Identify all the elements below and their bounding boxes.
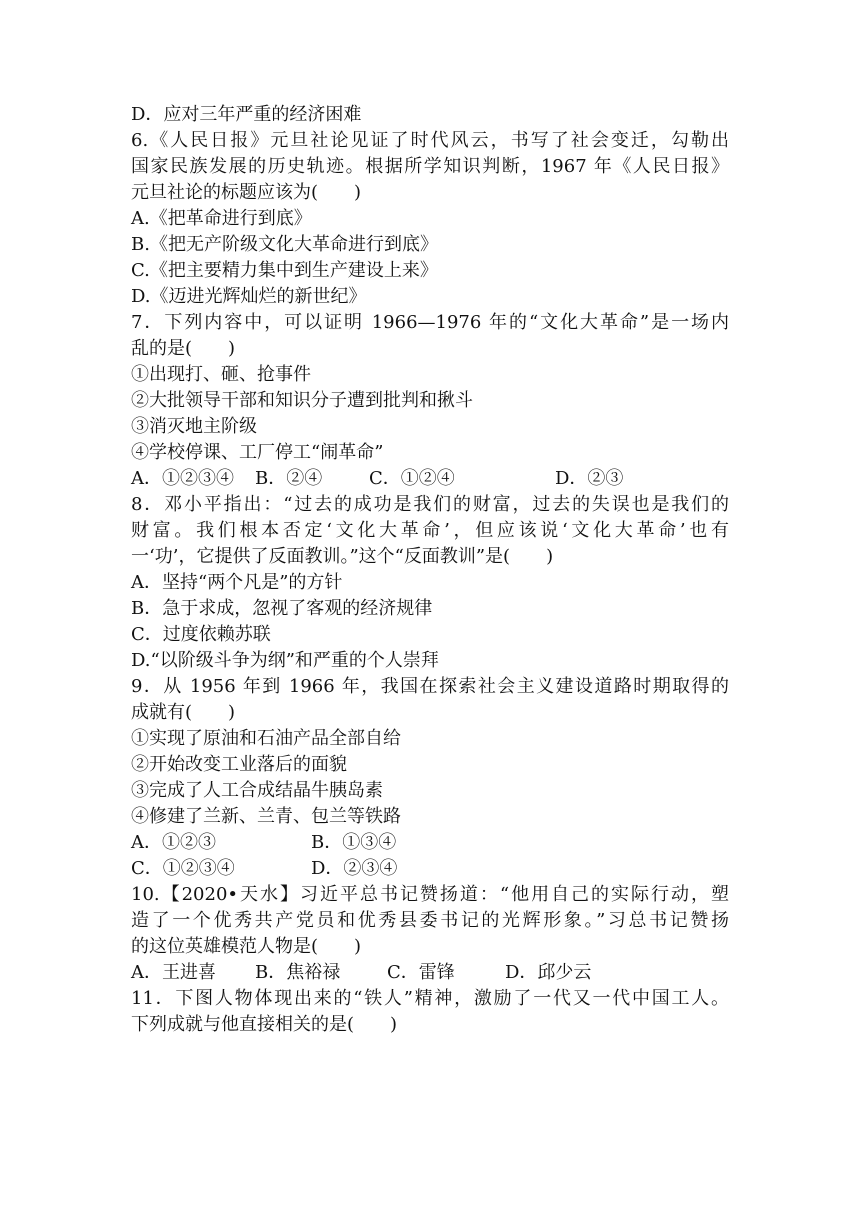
- q10-stem-line-3: 的这位英雄模范人物是( ): [131, 936, 362, 957]
- q8-option-d: D.“以阶级斗争为纲”和严重的个人崇拜: [131, 650, 439, 671]
- q7-item-3: ③消灭地主阶级: [131, 416, 257, 437]
- q9-option-a: A．①②③: [131, 832, 216, 853]
- q11-stem-line-1: 11．下图人物体现出来的“铁人”精神，激励了一代又一代中国工人。: [131, 988, 729, 1009]
- q8-stem-line-1: 8．邓小平指出：“过去的成功是我们的财富，过去的失误也是我们的: [131, 494, 729, 515]
- q6-stem-line-3: 元旦社论的标题应该为( ): [131, 182, 362, 203]
- q6-option-b: B.《把无产阶级文化大革命进行到底》: [131, 234, 438, 255]
- q8-stem-line-2: 财富。我们根本否定‘文化大革命’，但应该说‘文化大革命’也有: [131, 520, 729, 541]
- q10-option-b: B．焦裕禄: [255, 962, 341, 983]
- q9-option-c: C．①②③④: [131, 858, 235, 879]
- q10-option-c: C．雷锋: [387, 962, 455, 983]
- q8-option-b: B．急于求成，忽视了客观的经济规律: [131, 598, 433, 619]
- q7-item-4: ④学校停课、工厂停工“闹革命”: [131, 442, 384, 463]
- q8-option-c: C．过度依赖苏联: [131, 624, 271, 645]
- q9-option-d: D．②③④: [311, 858, 398, 879]
- q5-option-d: D．应对三年严重的经济困难: [131, 104, 362, 125]
- q9-option-b: B．①③④: [311, 832, 397, 853]
- q8-stem-line-3: 一‘功’，它提供了反面教训。”这个“反面教训”是( ): [131, 546, 554, 567]
- q6-stem-line-1: 6.《人民日报》元旦社论见证了时代风云，书写了社会变迁，勾勒出: [131, 130, 729, 151]
- q9-stem-line-2: 成就有( ): [131, 702, 236, 723]
- q6-stem-line-2: 国家民族发展的历史轨迹。根据所学知识判断，1967 年《人民日报》: [131, 156, 729, 177]
- q7-option-c: C．①②④: [369, 468, 455, 489]
- q9-item-3: ③完成了人工合成结晶牛胰岛素: [131, 780, 383, 801]
- q7-option-a: A．①②③④: [131, 468, 234, 489]
- q7-stem-line-2: 乱的是( ): [131, 338, 236, 359]
- q7-stem-line-1: 7．下列内容中，可以证明 1966—1976 年的“文化大革命”是一场内: [131, 312, 729, 333]
- q10-stem-line-1: 10.【2020•天水】习近平总书记赞扬道：“他用自己的实际行动，塑: [131, 884, 729, 905]
- q6-option-d: D.《迈进光辉灿烂的新世纪》: [131, 286, 367, 307]
- q6-option-c: C.《把主要精力集中到生产建设上来》: [131, 260, 438, 281]
- q10-option-d: D．邱少云: [505, 962, 592, 983]
- q10-stem-line-2: 造了一个优秀共产党员和优秀县委书记的光辉形象。”习总书记赞扬: [131, 910, 729, 931]
- q7-option-b: B．②④: [255, 468, 323, 489]
- q11-stem-line-2: 下列成就与他直接相关的是( ): [131, 1014, 398, 1035]
- q7-option-d: D．②③: [555, 468, 624, 489]
- q7-item-1: ①出现打、砸、抢事件: [131, 364, 311, 385]
- q10-option-a: A．王进喜: [131, 962, 216, 983]
- q6-option-a: A.《把革命进行到底》: [131, 208, 312, 229]
- q9-item-2: ②开始改变工业落后的面貌: [131, 754, 347, 775]
- q9-item-4: ④修建了兰新、兰青、包兰等铁路: [131, 806, 401, 827]
- q9-stem-line-1: 9．从 1956 年到 1966 年，我国在探索社会主义建设道路时期取得的: [131, 676, 729, 697]
- q8-option-a: A．坚持“两个凡是”的方针: [131, 572, 343, 593]
- q7-item-2: ②大批领导干部和知识分子遭到批判和揪斗: [131, 390, 473, 411]
- q9-item-1: ①实现了原油和石油产品全部自给: [131, 728, 401, 749]
